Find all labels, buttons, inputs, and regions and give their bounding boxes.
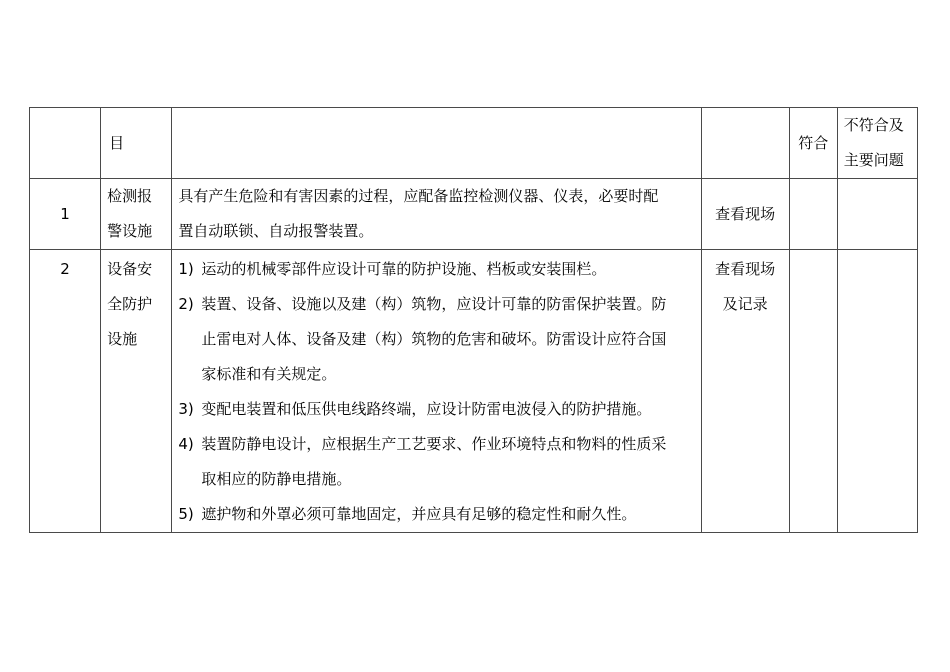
header-no-cell [30,108,101,179]
row-issue-cell [837,179,917,250]
row-item-line: 设备安 [107,260,153,278]
method-line: 查看现场 [715,260,776,278]
list-marker: 3) [178,400,194,418]
row-requirement-cell [172,250,701,533]
row-item-line: 警设施 [107,222,153,240]
row-item-line: 全防护 [107,295,153,313]
row-issue-cell [837,250,917,533]
method-line: 查看现场 [715,204,776,223]
list-item [178,392,696,427]
table-row [30,250,918,533]
row-item-cell [101,250,172,533]
requirement-line: 装置、设备、设施以及建（构）筑物，应设计可靠的防雷保护装置。防 [201,295,667,313]
list-item [178,427,696,497]
header-requirement-cell [172,108,701,179]
list-marker: 4) [178,435,194,453]
row-conform-cell [789,250,837,533]
requirement-line: 具有产生危险和有害因素的过程，应配备监控检测仪器、仪表，必要时配 [178,187,659,205]
list-marker: 2) [178,295,194,313]
row-number-cell [30,179,101,250]
requirement-line: 取相应的防静电措施。 [201,470,352,488]
table-row [30,179,918,250]
header-method-cell [701,108,789,179]
header-item-label: 目 [109,133,125,152]
method-line: 及记录 [722,295,768,313]
requirement-line: 家标准和有关规定。 [201,365,337,383]
requirement-line: 运动的机械零部件应设计可靠的防护设施、档板或安装围栏。 [201,260,607,278]
header-conform-label: 符合 [798,133,829,152]
list-marker: 5) [178,505,194,523]
requirement-line: 置自动联锁、自动报警装置。 [178,222,374,240]
row-method-cell [701,179,789,250]
requirement-line: 遮护物和外罩必须可靠地固定，并应具有足够的稳定性和耐久性。 [201,505,637,523]
header-issue-line: 主要问题 [843,151,904,169]
inspection-checklist-table [29,107,918,533]
list-marker: 1) [178,260,194,278]
row-conform-cell [789,179,837,250]
requirement-line: 变配电装置和低压供电线路终端，应设计防雷电波侵入的防护措施。 [201,400,652,418]
row-item-line: 设施 [107,330,138,348]
requirement-list [178,252,696,532]
list-item [178,252,696,287]
row-number-cell [30,250,101,533]
row-number: 2 [60,260,70,278]
list-item [178,287,696,392]
requirement-line: 装置防静电设计，应根据生产工艺要求、作业环境特点和物料的性质采 [201,435,667,453]
row-requirement-cell [172,179,701,250]
header-item-cell [101,108,172,179]
list-item [178,497,696,532]
row-method-cell [701,250,789,533]
row-item-line: 检测报 [107,187,153,205]
table-header-row [30,108,918,179]
row-number: 1 [60,204,70,223]
header-issue-line: 不符合及 [843,116,904,134]
header-issue-cell [837,108,917,179]
header-conform-cell [789,108,837,179]
requirement-line: 止雷电对人体、设备及建（构）筑物的危害和破坏。防雷设计应符合国 [201,330,667,348]
row-item-cell [101,179,172,250]
